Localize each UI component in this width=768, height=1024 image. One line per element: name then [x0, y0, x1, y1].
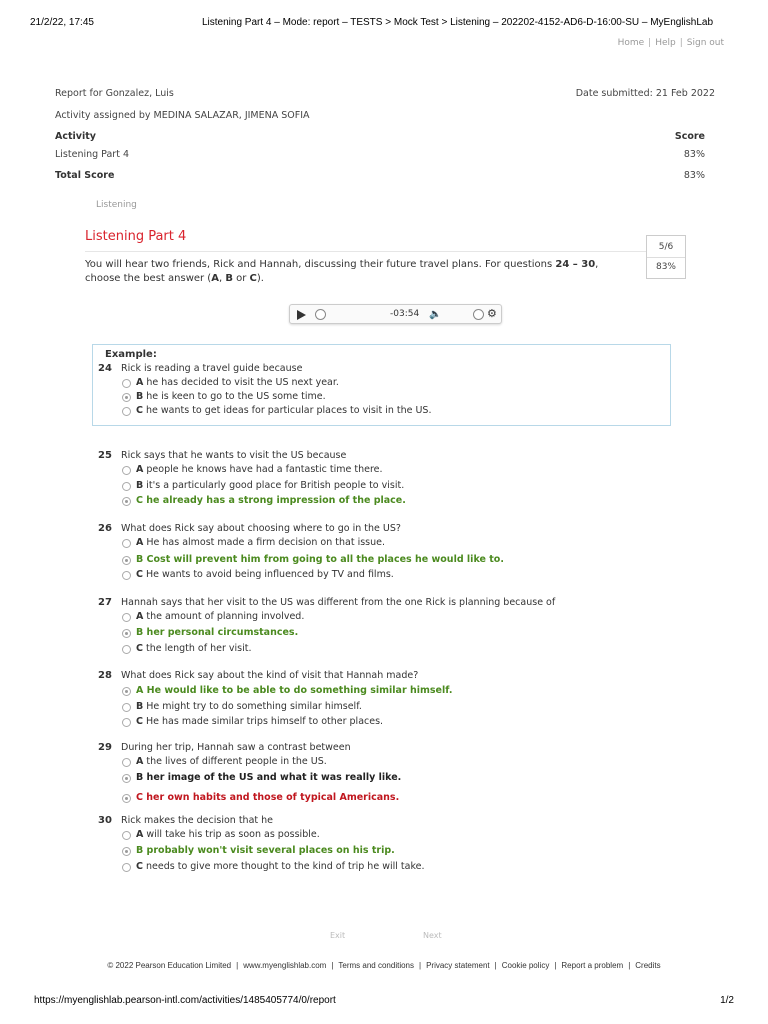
play-icon[interactable]: [297, 310, 306, 320]
help-link[interactable]: Help: [655, 38, 676, 48]
gear-icon[interactable]: ⚙: [487, 307, 497, 320]
option-text: [136, 554, 504, 565]
score-fraction: 5/6: [658, 242, 674, 252]
score-header: Score: [674, 131, 705, 142]
option-label: will take his trip as soon as possible.: [143, 829, 320, 840]
radio-button[interactable]: [122, 718, 131, 727]
report-problem-link[interactable]: Report a problem: [561, 961, 624, 970]
credits-link[interactable]: Credits: [635, 961, 661, 970]
option-letter: C: [136, 861, 143, 872]
table-header-row: [55, 131, 715, 145]
progress-slider-handle[interactable]: [315, 309, 326, 320]
option-letter: A: [136, 537, 144, 548]
option-letter: B: [136, 627, 144, 638]
radio-button[interactable]: [122, 847, 131, 856]
option-letter: A: [136, 829, 144, 840]
question-stem: Rick says that he wants to visit the US because: [121, 450, 347, 461]
question-stem: During her trip, Hannah saw a contrast between: [121, 742, 351, 753]
radio-button[interactable]: [122, 482, 131, 491]
option-text: [136, 377, 339, 388]
option-label: needs to give more thought to the kind of trip he will take.: [142, 861, 425, 872]
option-text: [136, 716, 383, 727]
option-letter: C: [136, 405, 143, 416]
option-text: [136, 845, 395, 856]
option-letter: C: [136, 792, 143, 803]
question-stem: Rick is reading a travel guide because: [121, 363, 303, 374]
option-label: people he knows have had a fantastic time there.: [143, 464, 383, 475]
option-label: the lives of different people in the US.: [143, 756, 327, 767]
cookie-link[interactable]: Cookie policy: [501, 961, 550, 970]
option-label: he is keen to go to the US some time.: [143, 391, 326, 402]
option-letter: C: [136, 643, 143, 654]
option-text: [136, 701, 362, 712]
terms-link[interactable]: Terms and conditions: [338, 961, 414, 970]
example-label: Example:: [105, 349, 157, 360]
radio-button[interactable]: [122, 497, 131, 506]
question-number: 28: [98, 670, 112, 681]
radio-button[interactable]: [122, 571, 131, 580]
option-text: [136, 537, 385, 548]
audio-player: [289, 304, 502, 324]
radio-button[interactable]: [122, 794, 131, 803]
option-label: he wants to get ideas for particular places to visit in the US.: [142, 405, 432, 416]
activity-header: Activity: [55, 131, 96, 142]
option-text: [136, 611, 304, 622]
option-letter: A: [136, 756, 144, 767]
radio-button[interactable]: [122, 466, 131, 475]
option-text: [136, 643, 251, 654]
home-link[interactable]: Home: [617, 38, 645, 48]
option-label: He wants to avoid being influenced by TV and films.: [142, 569, 394, 580]
option-letter: B: [136, 391, 144, 402]
option-label: her own habits and those of typical Americans.: [142, 792, 400, 803]
option-text: [136, 772, 401, 783]
site-footer: © 2022 Pearson Education Limited | www.myenglishlab.com | Terms and conditions | Privacy statement | Cookie policy | Report a problem | Credits: [107, 961, 661, 970]
question-stem: Hannah says that her visit to the US was different from the one Rick is planning because of: [121, 597, 556, 608]
question-stem: What does Rick say about choosing where to go in the US?: [121, 523, 401, 534]
assigned-row: [55, 110, 715, 124]
option-text: [136, 405, 432, 416]
next-button[interactable]: Next: [423, 931, 442, 940]
question-stem: Rick makes the decision that he: [121, 815, 274, 826]
question-number: 29: [98, 742, 112, 753]
print-title: Listening Part 4 – Mode: report – TESTS > Mock Test > Listening – 202202-4152-AD6-D-16:00-SU – MyEnglishLab: [202, 17, 714, 28]
activity-score: 83%: [683, 149, 705, 160]
print-date: 21/2/22, 17:45: [30, 17, 94, 28]
exit-button[interactable]: Exit: [330, 931, 346, 940]
radio-button[interactable]: [122, 758, 131, 767]
option-label: He has made similar trips himself to other places.: [142, 716, 384, 727]
option-text: [136, 464, 383, 475]
activity-name: Listening Part 4: [55, 149, 130, 160]
total-score: 83%: [683, 170, 705, 181]
question-number: 27: [98, 597, 112, 608]
radio-button[interactable]: [122, 379, 131, 388]
option-letter: B: [136, 480, 144, 491]
report-header-row: [55, 88, 715, 102]
print-page-number: 1/2: [720, 995, 734, 1006]
score-box: [646, 235, 686, 279]
question-number: 30: [98, 815, 112, 826]
option-text: [136, 829, 320, 840]
radio-button[interactable]: [122, 687, 131, 696]
radio-button[interactable]: [122, 774, 131, 783]
option-label: it's a particularly good place for British people to visit.: [143, 480, 405, 491]
option-label: he has decided to visit the US next year.: [143, 377, 339, 388]
option-label: the amount of planning involved.: [143, 611, 305, 622]
print-url: https://myenglishlab.pearson-intl.com/activities/1485405774/0/report: [34, 995, 336, 1006]
option-letter: A: [136, 685, 144, 696]
option-label: He has almost made a firm decision on that issue.: [143, 537, 385, 548]
radio-button[interactable]: [122, 393, 131, 402]
question-number: 24: [98, 363, 112, 374]
volume-slider-handle[interactable]: [473, 309, 484, 320]
instructions: You will hear two friends, Rick and Hannah, discussing their future travel plans. For questions 24 – 30, choose the best answer (A, B or C).: [85, 259, 599, 284]
time-remaining: -03:54: [390, 309, 420, 319]
site-link[interactable]: www.myenglishlab.com: [243, 961, 327, 970]
question-stem: What does Rick say about the kind of visit that Hannah made?: [121, 670, 419, 681]
part-title: Listening Part 4: [85, 229, 187, 244]
option-text: [136, 685, 452, 696]
radio-button[interactable]: [122, 556, 131, 565]
option-text: [136, 391, 326, 402]
option-letter: B: [136, 772, 144, 783]
volume-icon[interactable]: 🔈: [429, 309, 442, 320]
radio-button[interactable]: [122, 539, 131, 548]
radio-button[interactable]: [122, 613, 131, 622]
option-letter: A: [136, 377, 144, 388]
radio-button[interactable]: [122, 703, 131, 712]
option-text: [136, 569, 394, 580]
copyright: © 2022 Pearson Education Limited: [107, 961, 232, 970]
question-number: 25: [98, 450, 112, 461]
option-label: probably won't visit several places on his trip.: [143, 845, 395, 856]
option-text: [136, 756, 327, 767]
option-letter: B: [136, 554, 144, 565]
option-letter: C: [136, 495, 143, 506]
option-text: [136, 627, 298, 638]
option-label: her personal circumstances.: [143, 627, 299, 638]
option-label: Cost will prevent him from going to all the places he would like to.: [143, 554, 504, 565]
section-tag: Listening: [96, 200, 137, 210]
option-letter: C: [136, 569, 143, 580]
title-divider: [85, 251, 646, 252]
total-row: [55, 170, 715, 184]
option-text: [136, 480, 404, 491]
privacy-link[interactable]: Privacy statement: [426, 961, 490, 970]
option-letter: A: [136, 611, 144, 622]
option-text: [136, 792, 399, 803]
radio-button[interactable]: [122, 407, 131, 416]
option-label: he already has a strong impression of the place.: [142, 495, 406, 506]
score-divider: [647, 257, 685, 258]
option-letter: C: [136, 716, 143, 727]
option-text: [136, 495, 406, 506]
assigned-by: Activity assigned by MEDINA SALAZAR, JIMENA SOFIA: [55, 110, 310, 121]
score-percent: 83%: [655, 262, 676, 272]
activity-row: [55, 149, 715, 163]
radio-button[interactable]: [122, 645, 131, 654]
radio-button[interactable]: [122, 629, 131, 638]
top-nav: Home | Help | Sign out: [617, 38, 724, 48]
radio-button[interactable]: [122, 831, 131, 840]
option-letter: A: [136, 464, 144, 475]
option-label: He might try to do something similar himself.: [143, 701, 362, 712]
print-header: [30, 17, 738, 31]
sign-out-link[interactable]: Sign out: [686, 38, 724, 48]
option-letter: B: [136, 845, 144, 856]
option-label: her image of the US and what it was really like.: [143, 772, 402, 783]
total-label: Total Score: [55, 170, 115, 181]
report-for: Report for Gonzalez, Luis: [55, 88, 174, 99]
option-label: He would like to be able to do something similar himself.: [143, 685, 453, 696]
radio-button[interactable]: [122, 863, 131, 872]
question-number: 26: [98, 523, 112, 534]
option-label: the length of her visit.: [142, 643, 252, 654]
option-letter: B: [136, 701, 144, 712]
option-text: [136, 861, 424, 872]
date-submitted: Date submitted: 21 Feb 2022: [575, 88, 715, 99]
